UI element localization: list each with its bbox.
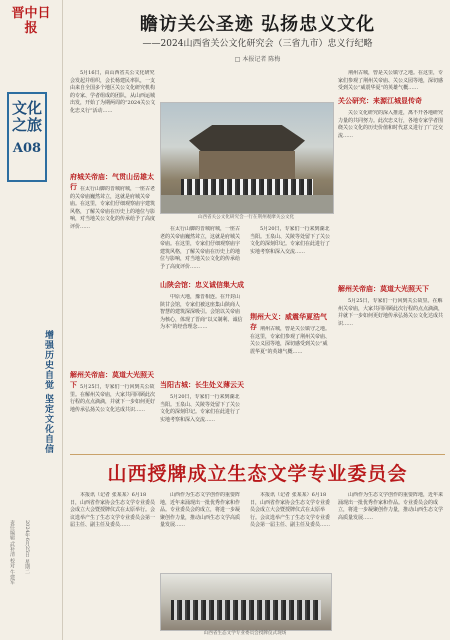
subhead-4: 荆州大义：威震华夏浩气存 [250,312,327,331]
section-title: 文化之旅 [11,99,42,134]
section-box [7,92,47,182]
masthead-logo: 晋中日报 [11,6,51,36]
main-photo [160,102,334,214]
article-intro: 5月16日，由山西省关公文化研究会发起并组织，会长杨建民率队，一支由来自全国多个地区关公文化研究机构的专家、学者组成的团队，从山西运城出发，开始了为期两周的“2024关公文化忠义行”活动…… [70,70,156,114]
article2-para-1: 本报讯（记者 张某某）6月18日，山西省作家协会生态文学专业委员会成立大会暨授牌仪式在太原举行。会议选举产生了生态文学专业委员会第一届主任、副主任及委员…… [70,492,156,529]
subhead-2: 山陕会馆：忠义诚信集大成 [160,280,244,289]
article-para-5: 关公文化研究的深入推进，离不开各地研究力量的共同努力。此次忠义行，各地专家学者围绕关公文化的历史价值和时代意义进行了广泛交流…… [338,110,444,139]
date-line: 2024年6月25日 星期二 [24,520,30,574]
subhead-5: 关公研究：来源江城显传奇 [338,96,422,105]
article-para-3: 5月20日，专家们一行来到湖北当阳。玉泉山、关陵等处留下了关公文化的深刻印记。专家们在此进行了实地考察和深入交流…… [160,394,241,423]
article-para-4: 荆州古城，曾是关公镇守之地。在这里，专家们参观了荆州关帝庙、关公义园等地，深切感受到关公“威震华夏”的英雄气概…… [250,326,331,355]
subhead-6b: 解州关帝庙：莫道大光照天下 [338,284,429,293]
article-para-1: 在太行山脚的晋城府城，一座古老的关帝庙巍然耸立，这就是府城关帝庙。在这里，专家们仔细观察庙宇建筑风格，了解关帝庙在历史上的地位与影响，对当地关公文化的传承给予了高度评价…… [70,186,156,230]
subhead-6: 解州关帝庙：莫道大光照天下 [70,370,154,389]
article2-para-2: 山西作为生态文学创作的重要阵地，近年来涌现出一批优秀作家和作品。专业委员会的成立，将进一步凝聚创作力量，推动山西生态文学高质量发展…… [160,492,241,529]
second-article-headline: 山西授牌成立生态文学专业委员会 [70,454,445,485]
article-para-3b: 5月20日，专家们一行来到湖北当阳。玉泉山、关陵等处留下了关公文化的深刻印记。专家们在此进行了实地考察和深入交流…… [250,226,331,255]
article2-para-1b: 本报讯（记者 张某某）6月18日，山西省作家协会生态文学专业委员会成立大会暨授牌仪式在太原举行。会议选举产生了生态文学专业委员会第一届主任、副主任及委员…… [250,492,331,529]
page-headline: 瞻访关公圣迹 弘扬忠义文化 [139,14,376,35]
second-photo-caption: 山西省生态文学专业委员会授牌仪式现场 [203,631,287,636]
article-para-4b: 荆州古城，曾是关公镇守之地。在这里，专家们参观了荆州关帝庙、关公义园等地，深切感受到关公“威震华夏”的英雄气概…… [338,70,444,92]
photo-caption: 山西省关公文化研究会一行在荆州观摩关公文化 [197,215,295,220]
page-number: A08 [12,141,42,156]
article-para-2: 中原大地，豫晋相连。在开封山陕甘会馆，专家们被这座集山陕商人智慧的建筑深深吸引。会馆以关帝庙为核心，体现了晋商“以义制利、诚信为本”的经营理念…… [160,294,243,331]
page-subheadline: ——2024山西省关公文化研究会（三省九市）忠义行纪略 [142,39,373,49]
article2-para-2b: 山西作为生态文学创作的重要阵地，近年来涌现出一批优秀作家和作品。专业委员会的成立，将进一步凝聚创作力量，推动山西生态文学高质量发展…… [338,492,444,521]
article-para-6: 5月25日，专家们一行回到关公故里。在解州关帝庙，大家共同回顾此次行程的点点滴滴，并就下一步如何更好地传承弘扬关公文化达成共识…… [70,384,156,413]
subhead-1: 府城关帝庙：气贯山岳雄太行 [70,172,154,191]
second-photo [160,573,332,631]
subhead-3: 当阳古城：长生处义薄云天 [160,380,244,389]
slogan: 增强历史自觉 坚定文化自信 [43,330,53,455]
editors-line: 责任编辑 武补清 校对 牛建军 [9,520,15,585]
article-para-6b: 5月25日，专家们一行回到关公故里。在解州关帝庙，大家共同回顾此次行程的点点滴滴，并就下一步如何更好地传承弘扬关公文化达成共识…… [338,298,444,327]
article-para-1b: 在太行山脚的晋城府城，一座古老的关帝庙巍然耸立，这就是府城关帝庙。在这里，专家们仔细观察庙宇建筑风格，了解关帝庙在历史上的地位与影响，对当地关公文化的传承给予了高度评价…… [160,226,241,270]
byline: □ 本报记者 陈梅 [234,56,281,63]
